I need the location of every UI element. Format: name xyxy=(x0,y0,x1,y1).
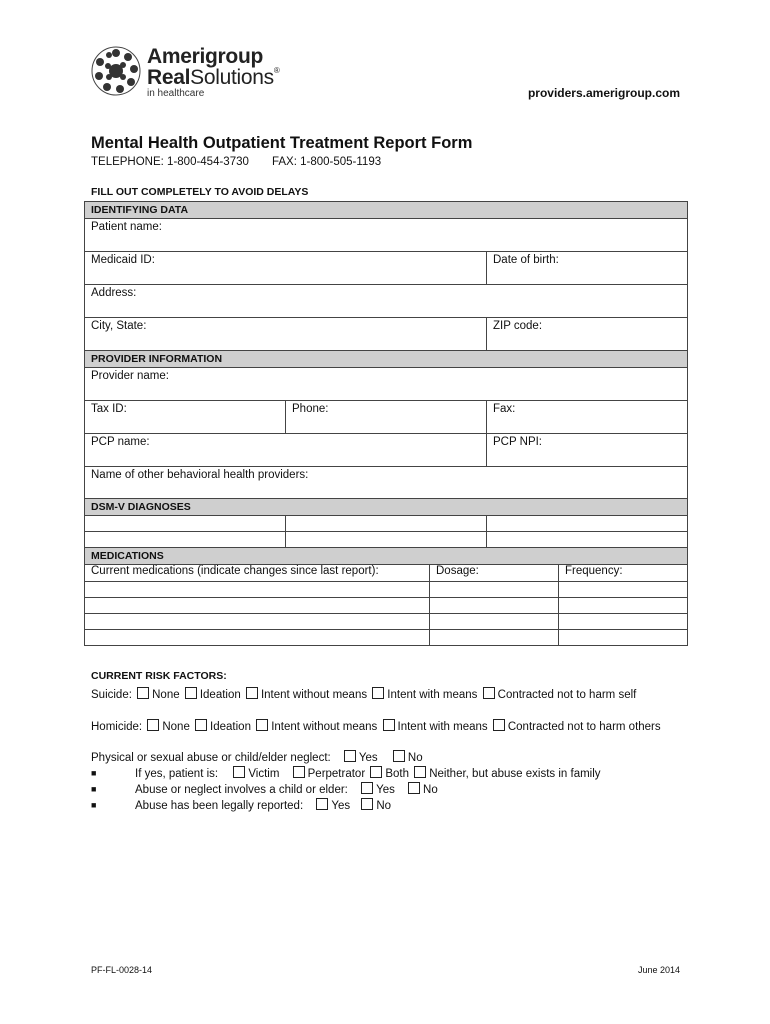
homicide-contract-checkbox[interactable] xyxy=(493,719,505,731)
frequency-cell[interactable] xyxy=(558,614,687,629)
suicide-intent-with-checkbox[interactable] xyxy=(372,687,384,699)
dosage-cell[interactable] xyxy=(429,630,558,645)
provider-name-field[interactable]: Provider name: xyxy=(91,370,169,382)
suicide-contract-checkbox[interactable] xyxy=(483,687,495,699)
other-providers-field[interactable]: Name of other behavioral health providers: xyxy=(91,469,309,481)
homicide-ideation-checkbox[interactable] xyxy=(195,719,207,731)
patient-role-row: If yes, patient is: Victim Perpetrator Both Neither, but abuse exists in family xyxy=(135,768,601,780)
neither-checkbox[interactable] xyxy=(414,766,426,778)
pcp-npi-field[interactable]: PCP NPI: xyxy=(486,434,687,466)
form-date: June 2014 xyxy=(637,965,680,975)
abuse-row: Physical or sexual abuse or child/elder neglect: Yes No xyxy=(91,752,423,764)
dob-field[interactable]: Date of birth: xyxy=(486,252,687,284)
amerigroup-logo-icon xyxy=(90,45,142,97)
phone-field[interactable]: Phone: xyxy=(285,401,486,433)
diagnosis-cell[interactable] xyxy=(85,516,285,531)
pcp-name-field[interactable]: PCP name: xyxy=(91,436,150,448)
involves-row: Abuse or neglect involves a child or elder: Yes No xyxy=(135,784,438,796)
report-form xyxy=(84,201,688,646)
medication-cell[interactable] xyxy=(85,582,429,597)
homicide-intent-without-checkbox[interactable] xyxy=(256,719,268,731)
section-identifying: IDENTIFYING DATA xyxy=(85,202,687,219)
reported-yes-checkbox[interactable] xyxy=(316,798,328,810)
homicide-intent-with-checkbox[interactable] xyxy=(383,719,395,731)
bullet-icon: ■ xyxy=(91,768,97,778)
diagnosis-cell[interactable] xyxy=(285,532,486,547)
section-provider: PROVIDER INFORMATION xyxy=(85,351,687,368)
perpetrator-checkbox[interactable] xyxy=(293,766,305,778)
victim-checkbox[interactable] xyxy=(233,766,245,778)
diagnosis-cell[interactable] xyxy=(486,516,687,531)
page-title: Mental Health Outpatient Treatment Report Form xyxy=(91,134,473,152)
risk-heading: CURRENT RISK FACTORS: xyxy=(91,670,227,682)
homicide-row: Homicide: None Ideation Intent without means Intent with means Contracted not to harm others xyxy=(91,721,661,733)
involves-yes-checkbox[interactable] xyxy=(361,782,373,794)
patient-name-field[interactable]: Patient name: xyxy=(91,221,162,233)
medication-col-header: Current medications (indicate changes since last report): xyxy=(91,565,379,577)
address-field[interactable]: Address: xyxy=(91,287,137,299)
suicide-none-checkbox[interactable] xyxy=(137,687,149,699)
diagnosis-cell[interactable] xyxy=(285,516,486,531)
brand-subname: RealSolutions® xyxy=(147,66,280,89)
bullet-icon: ■ xyxy=(91,800,97,810)
dosage-cell[interactable] xyxy=(429,582,558,597)
both-checkbox[interactable] xyxy=(370,766,382,778)
suicide-intent-without-checkbox[interactable] xyxy=(246,687,258,699)
fill-out-notice: FILL OUT COMPLETELY TO AVOID DELAYS xyxy=(91,186,309,198)
brand-name: Amerigroup xyxy=(147,45,264,68)
fax-field[interactable]: Fax: xyxy=(486,401,687,433)
form-code: PF-FL-0028-14 xyxy=(91,965,153,975)
dosage-cell[interactable] xyxy=(429,614,558,629)
medication-cell[interactable] xyxy=(85,598,429,613)
city-state-field[interactable]: City, State: xyxy=(91,320,147,332)
bullet-icon: ■ xyxy=(91,784,97,794)
section-diagnoses: DSM-V DIAGNOSES xyxy=(85,499,687,516)
involves-no-checkbox[interactable] xyxy=(408,782,420,794)
dosage-col-header: Dosage: xyxy=(429,565,558,581)
diagnosis-cell[interactable] xyxy=(85,532,285,547)
frequency-cell[interactable] xyxy=(558,598,687,613)
frequency-cell[interactable] xyxy=(558,630,687,645)
zip-field[interactable]: ZIP code: xyxy=(486,318,687,350)
medicaid-id-field[interactable]: Medicaid ID: xyxy=(91,254,155,266)
medication-cell[interactable] xyxy=(85,614,429,629)
reported-no-checkbox[interactable] xyxy=(361,798,373,810)
medication-cell[interactable] xyxy=(85,630,429,645)
tax-id-field[interactable]: Tax ID: xyxy=(91,403,127,415)
abuse-no-checkbox[interactable] xyxy=(393,750,405,762)
section-medications: MEDICATIONS xyxy=(85,548,687,565)
abuse-yes-checkbox[interactable] xyxy=(344,750,356,762)
website-link[interactable]: providers.amerigroup.com xyxy=(527,86,680,100)
reported-row: Abuse has been legally reported: Yes No xyxy=(135,800,392,812)
suicide-ideation-checkbox[interactable] xyxy=(185,687,197,699)
suicide-row: Suicide: None Ideation Intent without means Intent with means Contracted not to harm self xyxy=(91,689,637,701)
fax-number: FAX: 1-800-505-1193 xyxy=(272,156,382,168)
telephone: TELEPHONE: 1-800-454-3730 xyxy=(91,156,249,168)
dosage-cell[interactable] xyxy=(429,598,558,613)
frequency-col-header: Frequency: xyxy=(558,565,687,581)
brand-tagline: in healthcare xyxy=(147,88,205,99)
frequency-cell[interactable] xyxy=(558,582,687,597)
diagnosis-cell[interactable] xyxy=(486,532,687,547)
homicide-none-checkbox[interactable] xyxy=(147,719,159,731)
